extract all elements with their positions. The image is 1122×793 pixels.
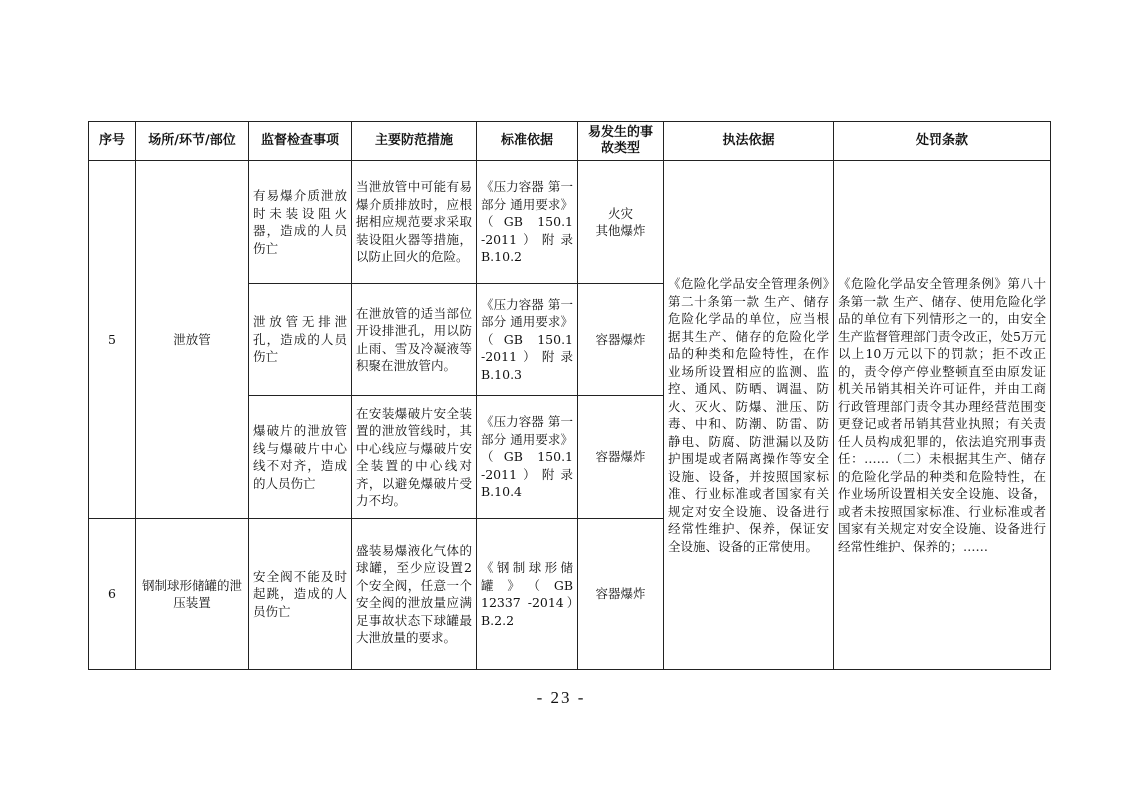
header-penalty: 处罚条款 xyxy=(834,122,1051,161)
table-row xyxy=(89,161,1051,284)
page-number: - 23 - xyxy=(536,688,586,707)
standard-cell: 《钢制球形储罐》（GB 12337 -2014）B.2.2 xyxy=(477,519,578,670)
header-standard: 标准依据 xyxy=(477,122,578,161)
item-cell: 有易爆介质泄放时未装设阻火器，造成的人员伤亡 xyxy=(249,161,352,284)
standard-cell: 《压力容器 第一部分 通用要求》（GB 150.1 -2011）附录B.10.4 xyxy=(477,396,578,519)
place-cell: 钢制球形储罐的泄压装置 xyxy=(136,519,249,670)
accident-cell: 火灾 其他爆炸 xyxy=(578,161,664,284)
accident-cell: 容器爆炸 xyxy=(578,396,664,519)
measure-cell: 盛装易爆液化气体的球罐，至少应设置2个安全阀，任意一个安全阀的泄放量应满足事故状态下球罐最大泄放量的要求。 xyxy=(352,519,477,670)
header-place: 场所/环节/部位 xyxy=(136,122,249,161)
header-seq: 序号 xyxy=(89,122,136,161)
accident-cell: 容器爆炸 xyxy=(578,284,664,396)
header-item: 监督检查事项 xyxy=(249,122,352,161)
accident-cell: 容器爆炸 xyxy=(578,519,664,670)
seq-cell: 6 xyxy=(89,519,136,670)
standard-cell: 《压力容器 第一部分 通用要求》（GB 150.1 -2011）附录B.10.3 xyxy=(477,284,578,396)
seq-cell: 5 xyxy=(89,161,136,519)
standard-cell: 《压力容器 第一部分 通用要求》（GB 150.1 -2011）附录B.10.2 xyxy=(477,161,578,284)
measure-cell: 当泄放管中可能有易爆介质排放时，应根据相应规范要求采取装设阻火器等措施，以防止回火的危险。 xyxy=(352,161,477,284)
item-cell: 安全阀不能及时起跳，造成的人员伤亡 xyxy=(249,519,352,670)
item-cell: 爆破片的泄放管线与爆破片中心线不对齐，造成的人员伤亡 xyxy=(249,396,352,519)
law-basis-cell: 《危险化学品安全管理条例》第二十条第一款 生产、储存危险化学品的单位，应当根据其生产、储存的危险化学品的种类和危险特性，在作业场所设置相应的监测、监控、通风、防晒、调温、防火、灭火、防爆、泄压、防毒、中和、防潮、防雷、防静电、防腐、防泄漏以及防护围堤或者隔离操作等安全设施、设备，并按照国家标准、行业标准或者国家有关规定对安全设施、设备进行经常性维护、保养，保证安全设施、设备的正常使用。 xyxy=(664,161,834,670)
header-law-basis: 执法依据 xyxy=(664,122,834,161)
penalty-cell: 《危险化学品安全管理条例》第八十条第一款 生产、储存、使用危险化学品的单位有下列情形之一的，由安全生产监督管理部门责令改正，处5万元以上10万元以下的罚款；拒不改正的，责令停产停业整顿直至由原发证机关吊销其相关许可证件，并由工商行政管理部门责令其办理经营范围变更登记或者吊销其营业执照；有关责任人员构成犯罪的，依法追究刑事责任：……（二）未根据其生产、储存的危险化学品的种类和危险特性，在作业场所设置相关安全设施、设备，或者未按照国家标准、行业标准或者国家有关规定对安全设施、设备进行经常性维护、保养的；…… xyxy=(834,161,1051,670)
item-cell: 泄放管无排泄孔，造成的人员伤亡 xyxy=(249,284,352,396)
header-measure: 主要防范措施 xyxy=(352,122,477,161)
measure-cell: 在泄放管的适当部位开设排泄孔，用以防止雨、雪及冷凝液等积聚在泄放管内。 xyxy=(352,284,477,396)
header-accident: 易发生的事故类型 xyxy=(578,122,664,161)
measure-cell: 在安装爆破片安全装置的泄放管线时，其中心线应与爆破片安全装置的中心线对齐，以避免爆破片受力不均。 xyxy=(352,396,477,519)
table-header-row xyxy=(89,122,1051,161)
place-cell: 泄放管 xyxy=(136,161,249,519)
inspection-table xyxy=(88,121,1051,670)
